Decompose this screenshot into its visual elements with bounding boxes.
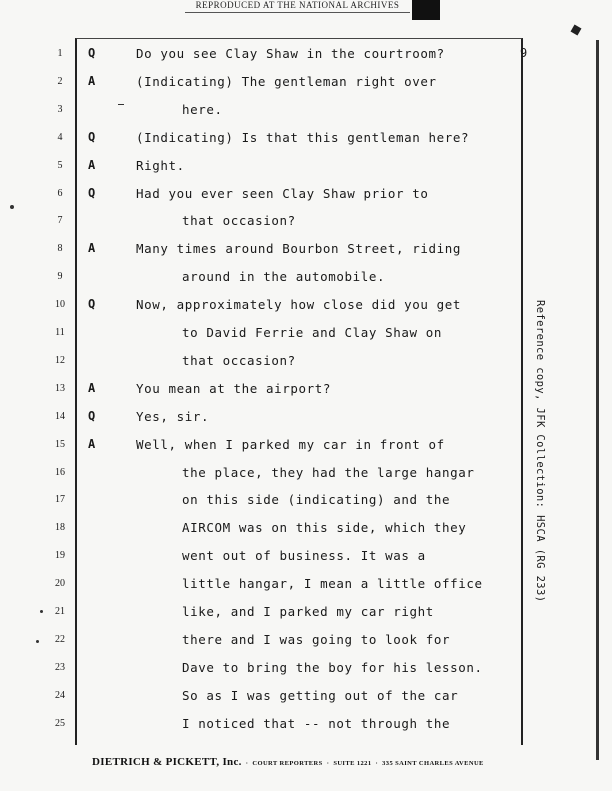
line-text: So as I was getting out of the car xyxy=(182,687,459,703)
speaker-label: Q xyxy=(88,46,96,60)
line-number: 2 xyxy=(57,75,63,87)
transcript-line xyxy=(0,716,612,744)
transcript-line xyxy=(0,604,612,632)
line-text: Dave to bring the boy for his lesson. xyxy=(182,659,483,675)
line-number: 16 xyxy=(55,466,65,478)
line-text: You mean at the airport? xyxy=(136,380,332,396)
line-number: 7 xyxy=(57,215,63,227)
line-number: 19 xyxy=(55,550,65,562)
transcript-line xyxy=(0,158,612,186)
speaker-label: Q xyxy=(88,297,96,312)
line-text: Many times around Bourbon Street, riding xyxy=(136,241,462,257)
transcript-line xyxy=(0,688,612,716)
line-text: on this side (indicating) and the xyxy=(182,492,451,508)
speaker-label: A xyxy=(88,73,96,88)
speaker-label: A xyxy=(88,380,96,395)
line-text: that occasion? xyxy=(182,352,296,368)
speaker-label: Q xyxy=(88,408,96,423)
line-text: went out of business. It was a xyxy=(182,548,426,564)
line-text: there and I was going to look for xyxy=(182,631,451,647)
page-number: 9 xyxy=(520,46,528,60)
line-text: here. xyxy=(182,101,223,117)
line-number: 11 xyxy=(55,327,65,338)
line-number: 24 xyxy=(55,689,65,701)
transcript-line xyxy=(0,102,612,130)
line-number: 5 xyxy=(57,159,63,171)
line-number: 25 xyxy=(55,717,65,729)
transcript-line xyxy=(0,46,612,74)
line-text: like, and I parked my car right xyxy=(182,604,434,619)
line-number: 8 xyxy=(57,243,63,255)
transcript-line xyxy=(0,437,612,465)
transcript-line xyxy=(0,465,612,493)
transcript-line xyxy=(0,548,612,576)
line-number: 20 xyxy=(55,578,65,590)
transcript-line xyxy=(0,241,612,269)
footer-suite: SUITE 1221 xyxy=(333,760,372,767)
speaker-label: A xyxy=(88,157,96,172)
line-number: 13 xyxy=(55,382,65,394)
line-text: Now, approximately how close did you get xyxy=(136,297,462,313)
line-text: Right. xyxy=(136,157,185,173)
line-number: 6 xyxy=(57,187,63,199)
page-footer: DIETRICH & PICKETT, Inc. · COURT REPORTERS · SUITE 1221 · 335 SAINT CHARLES AVENUE xyxy=(92,756,484,768)
line-text: (Indicating) The gentleman right over xyxy=(136,73,437,89)
line-number: 4 xyxy=(57,131,63,143)
scan-black-tab xyxy=(412,0,440,20)
transcript-line xyxy=(0,269,612,297)
line-number: 1 xyxy=(57,48,63,59)
transcript-line xyxy=(0,353,612,381)
line-number: 21 xyxy=(55,606,65,617)
line-text: little hangar, I mean a little office xyxy=(182,576,483,592)
line-number: 3 xyxy=(57,103,63,115)
line-number: 18 xyxy=(55,522,65,534)
line-text: AIRCOM was on this side, which they xyxy=(182,520,467,536)
transcript-line xyxy=(0,213,612,241)
transcript-line xyxy=(0,381,612,409)
scan-speck xyxy=(36,640,39,643)
footer-address: 335 SAINT CHARLES AVENUE xyxy=(382,760,484,767)
transcript-line xyxy=(0,186,612,214)
transcript-line xyxy=(0,130,612,158)
transcript-line xyxy=(0,325,612,353)
line-number: 10 xyxy=(55,299,65,311)
reference-copy-note: Reference copy, JFK Collection: HSCA (RG 233) xyxy=(534,300,546,603)
line-number: 23 xyxy=(55,661,65,673)
scan-smudge xyxy=(571,25,582,36)
line-text: around in the automobile. xyxy=(182,269,386,285)
speaker-label: Q xyxy=(88,185,96,200)
line-text: I noticed that -- not through the xyxy=(182,715,451,731)
transcript-line xyxy=(0,632,612,660)
line-text: Well, when I parked my car in front of xyxy=(136,436,445,452)
transcript-line xyxy=(0,660,612,688)
scan-speck xyxy=(10,205,14,209)
line-text: the place, they had the large hangar xyxy=(182,464,475,480)
transcript-line xyxy=(0,520,612,548)
line-number: 17 xyxy=(55,494,65,506)
scan-speck xyxy=(40,610,43,613)
transcript-line xyxy=(0,492,612,520)
line-number: 9 xyxy=(57,271,63,283)
line-number: 12 xyxy=(55,354,65,366)
speaker-label: A xyxy=(88,436,96,451)
footer-reporters: COURT REPORTERS xyxy=(252,760,323,767)
archives-banner: REPRODUCED AT THE NATIONAL ARCHIVES xyxy=(185,0,410,13)
line-text: Yes, sir. xyxy=(136,408,210,424)
line-number: 15 xyxy=(55,438,65,450)
line-number: 22 xyxy=(55,633,65,645)
transcript-line xyxy=(0,74,612,102)
transcript-line xyxy=(0,409,612,437)
speaker-label: Q xyxy=(88,129,96,144)
transcript-line xyxy=(0,297,612,325)
line-text: Had you ever seen Clay Shaw prior to xyxy=(136,185,429,201)
line-text: (Indicating) Is that this gentleman here? xyxy=(136,129,470,145)
line-text: Do you see Clay Shaw in the courtroom? xyxy=(136,46,445,61)
line-text: that occasion? xyxy=(182,213,296,229)
line-text: to David Ferrie and Clay Shaw on xyxy=(182,325,443,340)
transcript-line xyxy=(0,576,612,604)
scan-speck xyxy=(118,104,124,105)
speaker-label: A xyxy=(88,241,96,256)
line-number: 14 xyxy=(55,410,65,422)
footer-firm: DIETRICH & PICKETT, Inc. xyxy=(92,756,242,768)
